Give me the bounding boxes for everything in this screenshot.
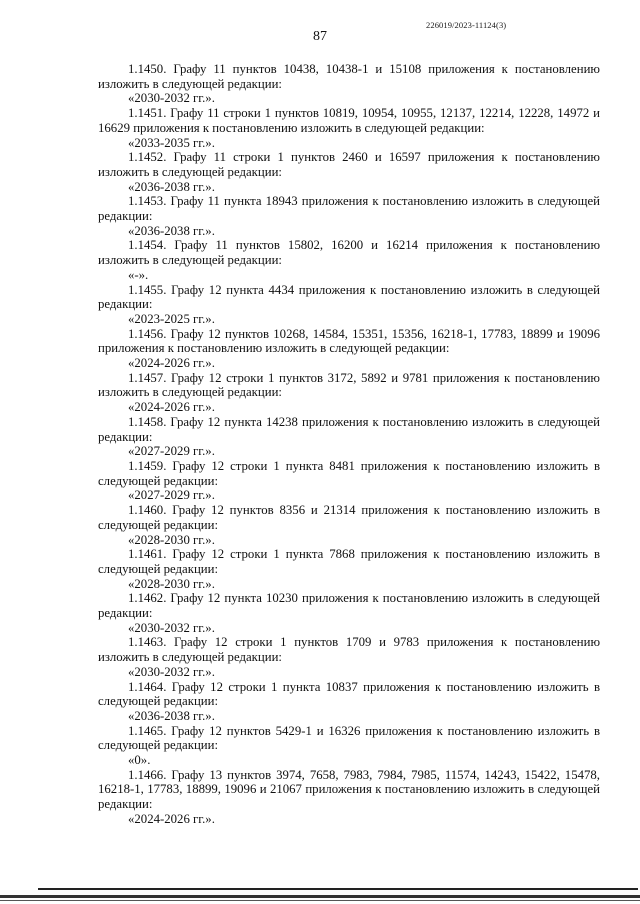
amendment-paragraph: 1.1455. Графу 12 пункта 4434 приложения к постановлению изложить в следующей редакции: (98, 282, 600, 312)
scan-bottom-edge (0, 882, 640, 904)
amendment-paragraph: 1.1464. Графу 12 строки 1 пункта 10837 приложения к постановлению изложить в следующей редакции: (98, 679, 600, 709)
scan-edge-line (0, 900, 640, 901)
amendment-paragraph: 1.1450. Графу 11 пунктов 10438, 10438-1 и 15108 приложения к постановлению изложить в следующей редакции: (98, 62, 600, 91)
scan-edge-line (0, 895, 640, 898)
amendment-value: «2036-2038 гг.». (128, 179, 215, 194)
amendment-paragraph: 1.1458. Графу 12 пункта 14238 приложения к постановлению изложить в следующей редакции: (98, 414, 600, 444)
amendment-paragraph: 1.1466. Графу 13 пунктов 3974, 7658, 7983, 7984, 7985, 11574, 14243, 15422, 15478, 16218-1, 17783, 18899, 19096 и 21067 приложения к постановлению изложить в следующей редакции: (98, 767, 600, 812)
amendment-value: «2024-2026 гг.». (128, 400, 215, 415)
document-id: 226019/2023-11124(3) (426, 20, 507, 30)
amendment-value: «2027-2029 гг.». (128, 444, 215, 459)
amendment-value: «2036-2038 гг.». (128, 708, 215, 723)
amendment-value: «2027-2029 гг.». (128, 488, 215, 503)
amendment-paragraph: 1.1459. Графу 12 строки 1 пункта 8481 приложения к постановлению изложить в следующей редакции: (98, 458, 600, 488)
amendment-paragraph: 1.1453. Графу 11 пункта 18943 приложения к постановлению изложить в следующей редакции: (98, 194, 600, 224)
amendment-value: «2030-2032 гг.». (128, 620, 215, 635)
amendment-value: «2024-2026 гг.». (128, 356, 215, 371)
amendment-paragraph: 1.1456. Графу 12 пунктов 10268, 14584, 15351, 15356, 16218-1, 17783, 18899 и 19096 приложения к постановлению изложить в следующей редакции: (98, 326, 600, 356)
amendment-value: «0». (128, 753, 151, 768)
amendment-value: «2028-2030 гг.». (128, 532, 215, 547)
scan-edge-line (38, 888, 638, 890)
amendment-paragraph: 1.1460. Графу 12 пунктов 8356 и 21314 приложения к постановлению изложить в следующей редакции: (98, 503, 600, 532)
amendment-value: «2033-2035 гг.». (128, 135, 215, 150)
amendment-value: «2036-2038 гг.». (128, 223, 215, 238)
amendment-value: «-». (128, 267, 149, 282)
document-body (98, 62, 600, 827)
amendment-value: «2030-2032 гг.». (128, 664, 215, 679)
amendment-paragraph: 1.1463. Графу 12 строки 1 пунктов 1709 и 9783 приложения к постановлению изложить в следующей редакции: (98, 635, 600, 665)
page-number: 87 (313, 29, 327, 44)
amendment-paragraph: 1.1462. Графу 12 пункта 10230 приложения к постановлению изложить в следующей редакции: (98, 591, 600, 621)
amendment-value: «2030-2032 гг.». (128, 91, 215, 106)
amendment-paragraph: 1.1454. Графу 11 пунктов 15802, 16200 и 16214 приложения к постановлению изложить в следующей редакции: (98, 238, 600, 268)
amendment-value: «2028-2030 гг.». (128, 576, 215, 591)
amendment-paragraph: 1.1452. Графу 11 строки 1 пунктов 2460 и 16597 приложения к постановлению изложить в следующей редакции: (98, 150, 600, 179)
amendment-paragraph: 1.1451. Графу 11 строки 1 пунктов 10819, 10954, 10955, 12137, 12214, 12228, 14972 и 16629 приложения к постановлению изложить в следующей редакции: (98, 106, 600, 135)
amendment-value: «2024-2026 гг.». (128, 811, 215, 826)
amendment-paragraph: 1.1461. Графу 12 строки 1 пункта 7868 приложения к постановлению изложить в следующей редакции: (98, 547, 600, 576)
amendment-paragraph: 1.1465. Графу 12 пунктов 5429-1 и 16326 приложения к постановлению изложить в следующей редакции: (98, 723, 600, 753)
amendment-paragraph: 1.1457. Графу 12 строки 1 пунктов 3172, 5892 и 9781 приложения к постановлению изложить в следующей редакции: (98, 370, 600, 400)
amendment-value: «2023-2025 гг.». (128, 311, 215, 326)
